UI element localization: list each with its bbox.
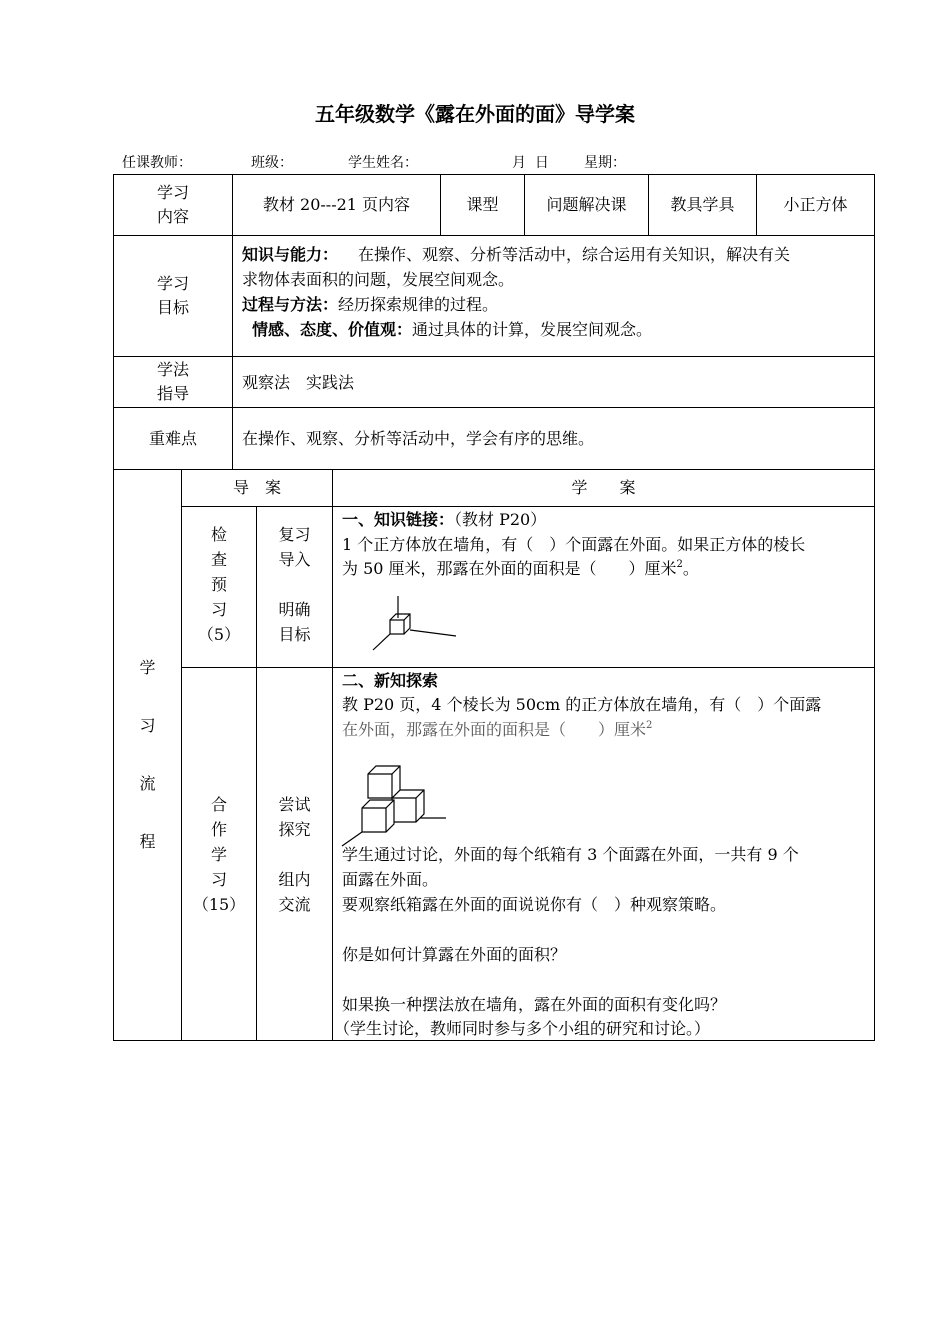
teaching-tools-value: 小正方体 — [783, 195, 848, 214]
goal-process: 过程与方法：经历探索规律的过程。 — [242, 295, 499, 314]
explore-line4: 面露在外面。 — [342, 870, 439, 889]
knowledge-link-heading: 一、知识链接：（教材 P20） — [342, 510, 547, 529]
date-label: 月 日 — [512, 155, 549, 171]
method-guide-label: 学法 指导 — [156, 360, 189, 403]
knowledge-link-line2: 为 50 厘米，那露在外面的面积是（ ）厘米$^2$。 — [342, 559, 699, 578]
study-header: 学 案 — [571, 478, 636, 497]
explore-line1: 教 P20 页，4 个棱长为 50cm 的正方体放在墙角，有（ ）个面露 — [342, 695, 822, 714]
cooperative-learning-label: 合 作 学 习 （15） — [192, 795, 246, 914]
knowledge-link-line1: 1 个正方体放在墙角，有（ ）个面露在外面。如果正方体的棱长 — [342, 535, 806, 554]
goal-emotion: 情感、态度、价值观：通过具体的计算，发展空间观念。 — [252, 320, 653, 339]
guide-header: 导 案 — [232, 478, 281, 497]
study-content-value: 教材 20---21 页内容 — [262, 195, 411, 214]
goal-knowledge-cont: 求物体表面积的问题，发展空间观念。 — [242, 270, 515, 289]
lesson-type-value: 问题解决课 — [546, 195, 627, 214]
try-explore-label: 尝试 探究 组内 交流 — [278, 795, 311, 914]
class-label: 班级： — [251, 155, 293, 171]
explore-line3: 学生通过讨论，外面的每个纸箱有 3 个面露在外面，一共有 9 个 — [342, 845, 799, 864]
review-intro-label: 复习 导入 明确 目标 — [278, 525, 311, 644]
explore-line7: 如果换一种摆法放在墙角，露在外面的面积有变化吗？ — [342, 995, 727, 1014]
new-knowledge-heading: 二、新知探索 — [342, 671, 439, 690]
explore-line8: （学生讨论，教师同时参与多个小组的研究和讨论。） — [334, 1019, 711, 1038]
study-content-label: 学习 内容 — [156, 183, 189, 226]
study-goals-label: 学习 目标 — [156, 274, 189, 317]
teacher-label: 任课教师： — [122, 155, 192, 171]
key-points-value: 在操作、观察、分析等活动中，学会有序的思维。 — [242, 429, 595, 448]
key-points-label: 重难点 — [148, 428, 197, 448]
explore-line6: 你是如何计算露在外面的面积？ — [342, 945, 567, 964]
explore-line5: 要观察纸箱露在外面的面说说你有（ ）种观察策略。 — [342, 895, 727, 914]
learning-process-label: 学 习 流 程 — [139, 658, 156, 851]
method-guide-value: 观察法 实践法 — [242, 373, 355, 392]
lesson-type-label: 课型 — [466, 195, 499, 214]
student-name-label: 学生姓名： — [348, 155, 418, 171]
preview-check-label: 检 查 预 习 （5） — [197, 525, 241, 644]
teaching-tools-label: 教具学具 — [670, 195, 735, 214]
goal-knowledge: 知识与能力： 在操作、观察、分析等活动中，综合运用有关知识，解决有关 — [242, 245, 791, 264]
weekday-label: 星期： — [584, 155, 626, 171]
document-title: 五年级数学《露在外面的面》导学案 — [315, 102, 635, 126]
explore-line2: 在外面，那露在外面的面积是（ ）厘米$^2$ — [342, 720, 653, 739]
